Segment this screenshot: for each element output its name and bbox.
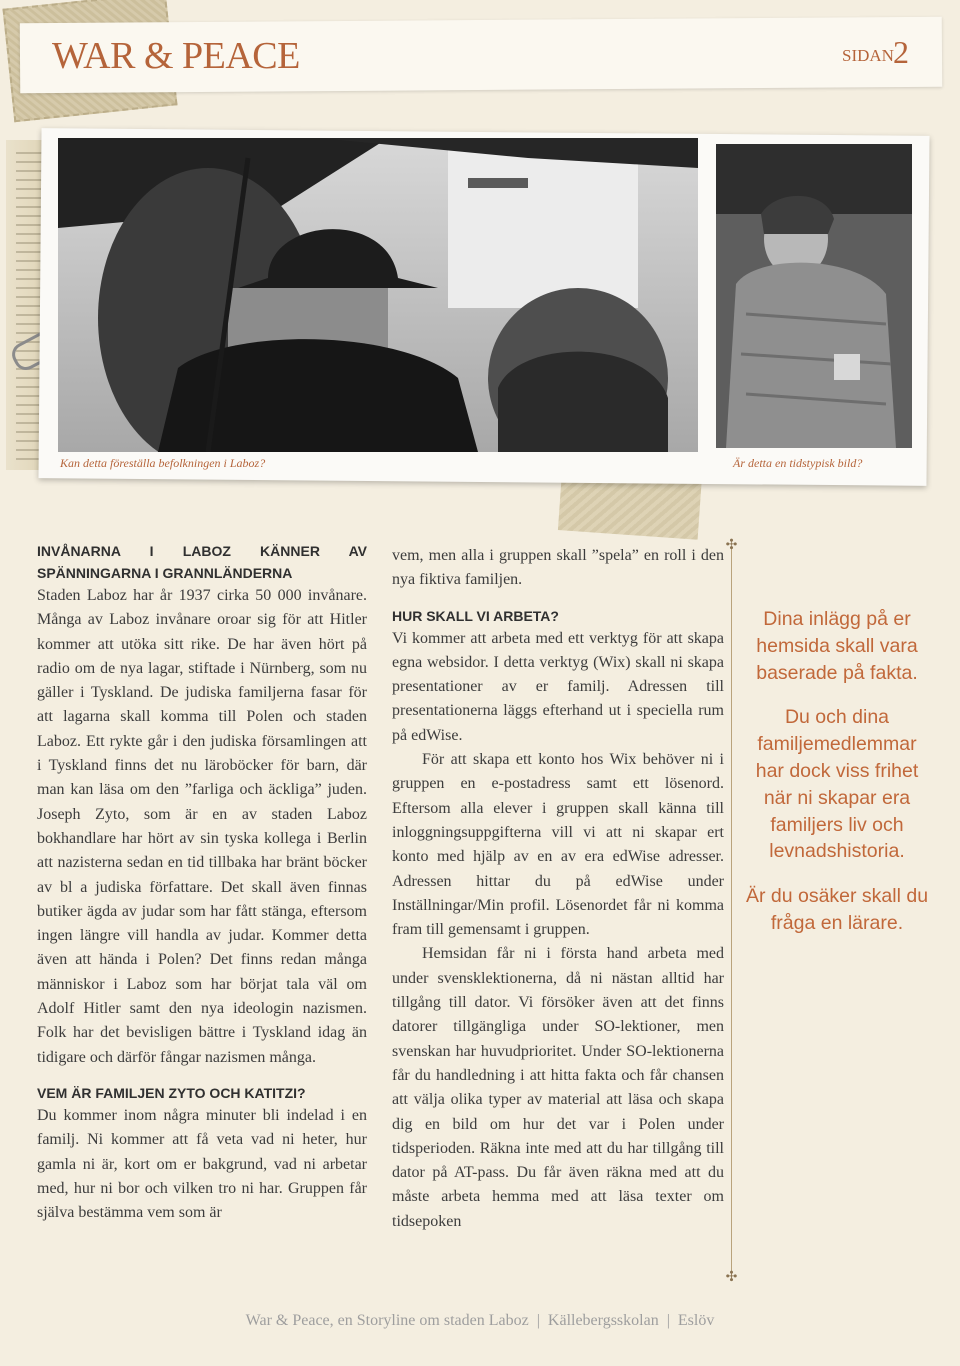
footer-town: Eslöv (677, 1312, 715, 1329)
article-paragraph: Vi kommer att arbeta med ett verktyg för att skapa egna websidor. I detta verktyg (Wix) skall ni skapa presentationer av er familj. Adressen till presentationerna läggs efterhand ut i speciella rum på edWise. (392, 629, 724, 744)
page-number: 2 (893, 34, 909, 70)
sidebar-note: Dina inlägg på er hemsida skall vara baserade på fakta. (756, 608, 918, 684)
photo-caption-right: Är detta en tidstypisk bild? (733, 456, 863, 470)
article-column-1 (37, 540, 367, 1225)
photo-caption-left: Kan detta föreställa befolkningen i Laboz? (60, 456, 266, 470)
footer-separator: | (666, 1312, 670, 1329)
section-heading: VEM ÄR FAMILJEN ZYTO OCH KATITZI? (37, 1084, 306, 1101)
article-paragraph: Hemsidan får ni i första hand arbeta med under svensklektionerna, då ni nästan alltid har tillgång till dator. Vi försöker även att det finns datorer tillgängliga under SO-lektioner, men svenskan har huvudprioritet. Under SO-lektionerna får du handledning i att hitta fakta och får chansen att välja olika typer av material att läsa och skapa dig en bild om hur det var i Polen under tidsperioden. Räkna inte med att du har tillgång till dator på AT-pass. Du får även räkna med att du måste arbeta hemma med att läsa texter om tidsepoken (392, 945, 724, 1230)
footer-storyline: War & Peace, en Storyline om staden Laboz (245, 1312, 529, 1329)
divider-ornament-icon: ✣ (725, 538, 738, 553)
article-paragraph: Du kommer inom några minuter bli indelad i en familj. Ni kommer att få veta vad ni heter, hur gamla ni är, kort om er bakgrund, vad ni arbetar med, hur ni bor och vilken tro ni har. Gruppen får själva bestämma vem som är (37, 1106, 367, 1222)
column-divider (731, 548, 732, 1278)
crowd-umbrella-photo (58, 138, 698, 452)
page-label: SIDAN (842, 46, 894, 65)
footer-separator: | (536, 1312, 540, 1329)
divider-ornament-icon: ✣ (725, 1270, 738, 1285)
sidebar-note: Är du osäker skall du fråga en lärare. (745, 885, 929, 934)
article-paragraph: För att skapa ett konto hos Wix behöver ni i gruppen en e-postadress samt ett lösenord. Eftersom alla elever i gruppen skall känna till inloggningsuppgifterna vill vi att ni skapar ert konto med hjälp av en av era edWise adresser. Adressen hittar du på edWise under Inställningar/Min profil. Lösenordet får ni komma fram till gemensamt i gruppen. (392, 751, 724, 939)
footer-school: Källebergsskolan (547, 1312, 659, 1329)
sidebar-note: Du och dina familjemedlemmar har dock viss frihet när ni skapar era familjers liv och levnadshistoria. (755, 706, 919, 863)
article-paragraph: Staden Laboz har år 1937 cirka 50 000 invånare. Många av Laboz invånare oroar sig för att Hitler kommer att utöka sitt rike. De har även hört på radio om de nya lagar, stiftade i Nürnberg, som nu gäller i Tyskland. De judiska familjerna fasar för att lagarna skall komma till Polen och staden Laboz. Ett rykte går i den judiska församlingen att i Tyskland finns det nu läroböcker för barn, där man kan läsa om den ”farliga och äckliga” juden. Joseph Zyto, som är en av staden Laboz bokhandlare har hört av sin tyska kollega i Berlin att nazisterna sedan en tid tillbaka har bränt böcker av bl a judiska författare. Det skall även finnas butiker ägda av judar som har fått stänga, eftersom ingen längre vill handla av judar. Kommer detta även att hända i Polen? Det finns redan många människor i Laboz som har börjat tala väl om Adolf Hitler samt den nya ideologin nazismen. Folk har det bevisligen bättre i Tyskland idag än tidigare och därför fångar nazismen många. (37, 587, 367, 1066)
article-column-2 (392, 544, 724, 1234)
section-heading: INVÅNARNA I LABOZ KÄNNER AV SPÄNNINGARNA I GRANNLÄNDERNA (37, 543, 367, 581)
newsletter-title: WAR & PEACE (52, 35, 300, 77)
section-heading: HUR SKALL VI ARBETA? (392, 607, 559, 624)
sidebar-notes (744, 606, 930, 955)
child-in-blanket-photo (716, 144, 912, 448)
article-paragraph: vem, men alla i gruppen skall ”spela” en roll i den nya fiktiva familjen. (392, 547, 724, 589)
page-footer (0, 1312, 960, 1330)
